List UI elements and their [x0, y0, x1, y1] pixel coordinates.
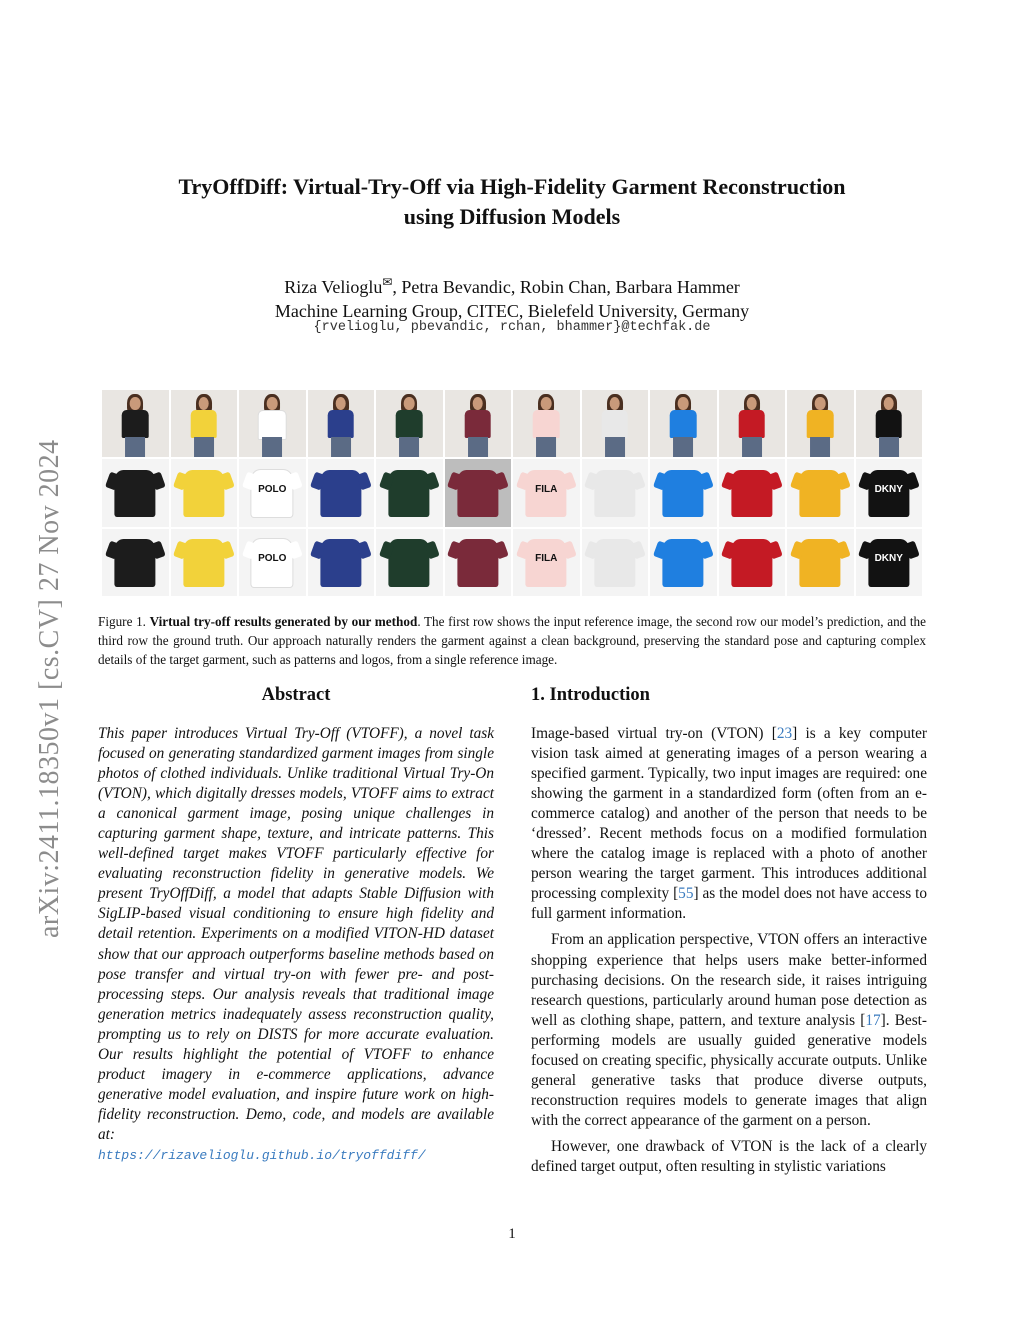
garment-image — [320, 470, 361, 517]
garment-image — [663, 470, 704, 517]
figure-tile-reference-9 — [650, 390, 717, 457]
figure-tile-reference-4 — [308, 390, 375, 457]
person-photo — [513, 390, 580, 457]
figure-tile-reference-6 — [445, 390, 512, 457]
figure-tile-ground-truth-8 — [582, 529, 649, 596]
garment-image — [115, 539, 156, 586]
garment-image — [115, 470, 156, 517]
figure-tile-ground-truth-5 — [376, 529, 443, 596]
figure-tile-prediction-7 — [513, 459, 580, 526]
figure-tile-ground-truth-11 — [787, 529, 854, 596]
figure-tile-prediction-1 — [102, 459, 169, 526]
figure-tile-ground-truth-6 — [445, 529, 512, 596]
garment-logo: FILA — [535, 552, 558, 564]
figure-tile-ground-truth-10 — [719, 529, 786, 596]
person-photo — [650, 390, 717, 457]
garment-image — [183, 539, 224, 586]
figure-tile-ground-truth-4 — [308, 529, 375, 596]
person-photo — [239, 390, 306, 457]
person-photo — [171, 390, 238, 457]
intro-paragraph-2 — [531, 930, 927, 1130]
citation-17[interactable]: 17 — [865, 1011, 881, 1029]
intro-paragraph-1 — [531, 724, 927, 924]
garment-image — [389, 470, 430, 517]
garment-image — [183, 470, 224, 517]
garment-image — [594, 470, 635, 517]
garment-image — [457, 539, 498, 586]
person-photo — [102, 390, 169, 457]
intro-p2-part-b: ]. Best-performing models are usually guided generative models focused on creating specific, physically accurate outputs. Unlike general generative tasks that produce diverse outputs, reconstruction requires models to generate images that align with the correct appearance of the garment on a person. — [531, 1011, 927, 1129]
figure-tile-reference-11 — [787, 390, 854, 457]
arxiv-identifier: arXiv:2411.18350v1 [cs.CV] 27 Nov 2024 — [34, 439, 65, 938]
author-list — [150, 270, 874, 299]
intro-p1-part-a: Image-based virtual try-on (VTON) [ — [531, 725, 777, 742]
figure-tile-reference-10 — [719, 390, 786, 457]
figure-tile-prediction-3 — [239, 459, 306, 526]
figure-tile-prediction-5 — [376, 459, 443, 526]
figure-tile-prediction-9 — [650, 459, 717, 526]
intro-paragraph-3: However, one drawback of VTON is the lack of a clearly defined target output, often resulting in stylistic variations — [531, 1137, 927, 1175]
figure-tile-ground-truth-9 — [650, 529, 717, 596]
figure-tile-reference-1 — [102, 390, 169, 457]
figure-tile-ground-truth-7 — [513, 529, 580, 596]
caption-label: Figure 1. — [98, 614, 146, 629]
garment-logo: POLO — [258, 483, 287, 495]
intro-p1-part-c: ] as the model does not have access to full garment information. — [531, 885, 927, 923]
garment-logo: DKNY — [874, 552, 903, 564]
garment-logo: FILA — [535, 483, 558, 495]
figure-tile-ground-truth-12 — [856, 529, 923, 596]
figure-tile-reference-12 — [856, 390, 923, 457]
title-line-1: TryOffDiff: Virtual-Try-Off via High-Fidelity Garment Reconstruction — [178, 174, 846, 199]
citation-55[interactable]: 55 — [678, 885, 694, 903]
author-block — [150, 270, 874, 323]
figure-tile-reference-2 — [171, 390, 238, 457]
envelope-icon: ✉ — [382, 275, 393, 289]
garment-image — [389, 539, 430, 586]
introduction-section — [531, 684, 927, 1183]
garment-image — [731, 470, 772, 517]
garment-image — [457, 470, 498, 517]
figure-tile-prediction-6 — [445, 459, 512, 526]
figure-tile-reference-7 — [513, 390, 580, 457]
person-photo — [856, 390, 923, 457]
abstract-body: This paper introduces Virtual Try-Off (VTOFF), a novel task focused on generating standardized garment images from single photos of clothed individuals. Unlike traditional Virtual Try-On (VTON), which digitally dresses models, VTOFF aims to extract a canonical garment image, posing unique challenges in capturing garment shape, texture, and intricate patterns. This well-defined target makes VTOFF particularly effective for evaluating reconstruction fidelity in generative models. We present TryOffDiff, a model that adapts Stable Diffusion with SigLIP-based visual conditioning to ensure high fidelity and detail retention. Experiments on a modified VITON-HD dataset show that our approach outperforms baseline methods based on pose transfer and virtual try-on with fewer pre- and post-processing steps. Our analysis reveals that traditional image generation metrics inadequately assess reconstruction quality, prompting us to rely on DISTS for more accurate evaluation. Our results highlight the potential of VTOFF to enhance product imagery in e-commerce applications, advance generative model evaluation, and inspire future work on high-fidelity reconstruction. Demo, code, and models are available at: — [98, 725, 494, 1143]
figure-1-caption — [98, 612, 926, 669]
intro-p2-part-a: From an application perspective, VTON offers an interactive shopping experience that helps users make better-informed purchasing decisions. On the research side, it raises intriguing research questions, particularly around human pose detection as well as clothing shape, pattern, and texture analysis [ — [531, 931, 927, 1029]
person-photo — [376, 390, 443, 457]
figure-tile-prediction-8 — [582, 459, 649, 526]
figure-tile-ground-truth-3 — [239, 529, 306, 596]
garment-image — [663, 539, 704, 586]
author-first: Riza Velioglu — [284, 277, 383, 297]
person-photo — [582, 390, 649, 457]
figure-tile-reference-8 — [582, 390, 649, 457]
page-number: 1 — [508, 1226, 516, 1242]
person-photo — [445, 390, 512, 457]
intro-p1-part-b: ] is a key computer vision task aimed at generating images of a person wearing a specified garment. Typically, two input images are required: one showing the garment in a standardized form (often from an e-commerce catalog) and another of the person that needs to be ‘dressed’. Recent methods focus on a modified formulation where the catalog image is replaced with a photo of another person wearing the target garment. This introduces additional processing complexity [ — [531, 725, 927, 903]
abstract-section — [98, 684, 494, 1166]
project-link[interactable]: https://rizavelioglu.github.io/tryoffdiff/ — [98, 1147, 426, 1163]
person-photo — [308, 390, 375, 457]
figure-tile-prediction-2 — [171, 459, 238, 526]
figure-tile-reference-5 — [376, 390, 443, 457]
author-emails: {rvelioglu, pbevandic, rchan, bhammer}@techfak.de — [313, 320, 711, 335]
citation-23[interactable]: 23 — [776, 725, 793, 742]
affiliation: Machine Learning Group, CITEC, Bielefeld University, Germany — [274, 301, 750, 321]
caption-text: . The first row shows the input reference image, the second row our model’s prediction, and the third row the ground truth. Our approach naturally renders the garment against a clean background, preserving the standard pose and capturing complex details of the target garment, such as patterns and logos, from a single reference image. — [98, 614, 927, 667]
figure-tile-ground-truth-1 — [102, 529, 169, 596]
person-photo — [787, 390, 854, 457]
garment-image — [800, 539, 841, 586]
author-others: , Petra Bevandic, Robin Chan, Barbara Hammer — [392, 277, 740, 297]
garment-logo: POLO — [258, 552, 287, 564]
figure-1-image-grid — [102, 390, 922, 596]
garment-image — [594, 539, 635, 586]
title-line-2: using Diffusion Models — [403, 204, 621, 229]
person-photo — [719, 390, 786, 457]
garment-image — [800, 470, 841, 517]
figure-tile-prediction-12 — [856, 459, 923, 526]
figure-tile-prediction-4 — [308, 459, 375, 526]
paper-title — [120, 172, 904, 232]
figure-tile-prediction-11 — [787, 459, 854, 526]
garment-image — [731, 539, 772, 586]
abstract-text — [98, 724, 494, 1166]
garment-logo: DKNY — [874, 483, 903, 495]
figure-tile-reference-3 — [239, 390, 306, 457]
abstract-heading: Abstract — [261, 685, 331, 705]
caption-bold: Virtual try-off results generated by our method — [149, 614, 418, 629]
introduction-heading: 1. Introduction — [531, 685, 650, 705]
figure-tile-prediction-10 — [719, 459, 786, 526]
figure-tile-ground-truth-2 — [171, 529, 238, 596]
garment-image — [320, 539, 361, 586]
